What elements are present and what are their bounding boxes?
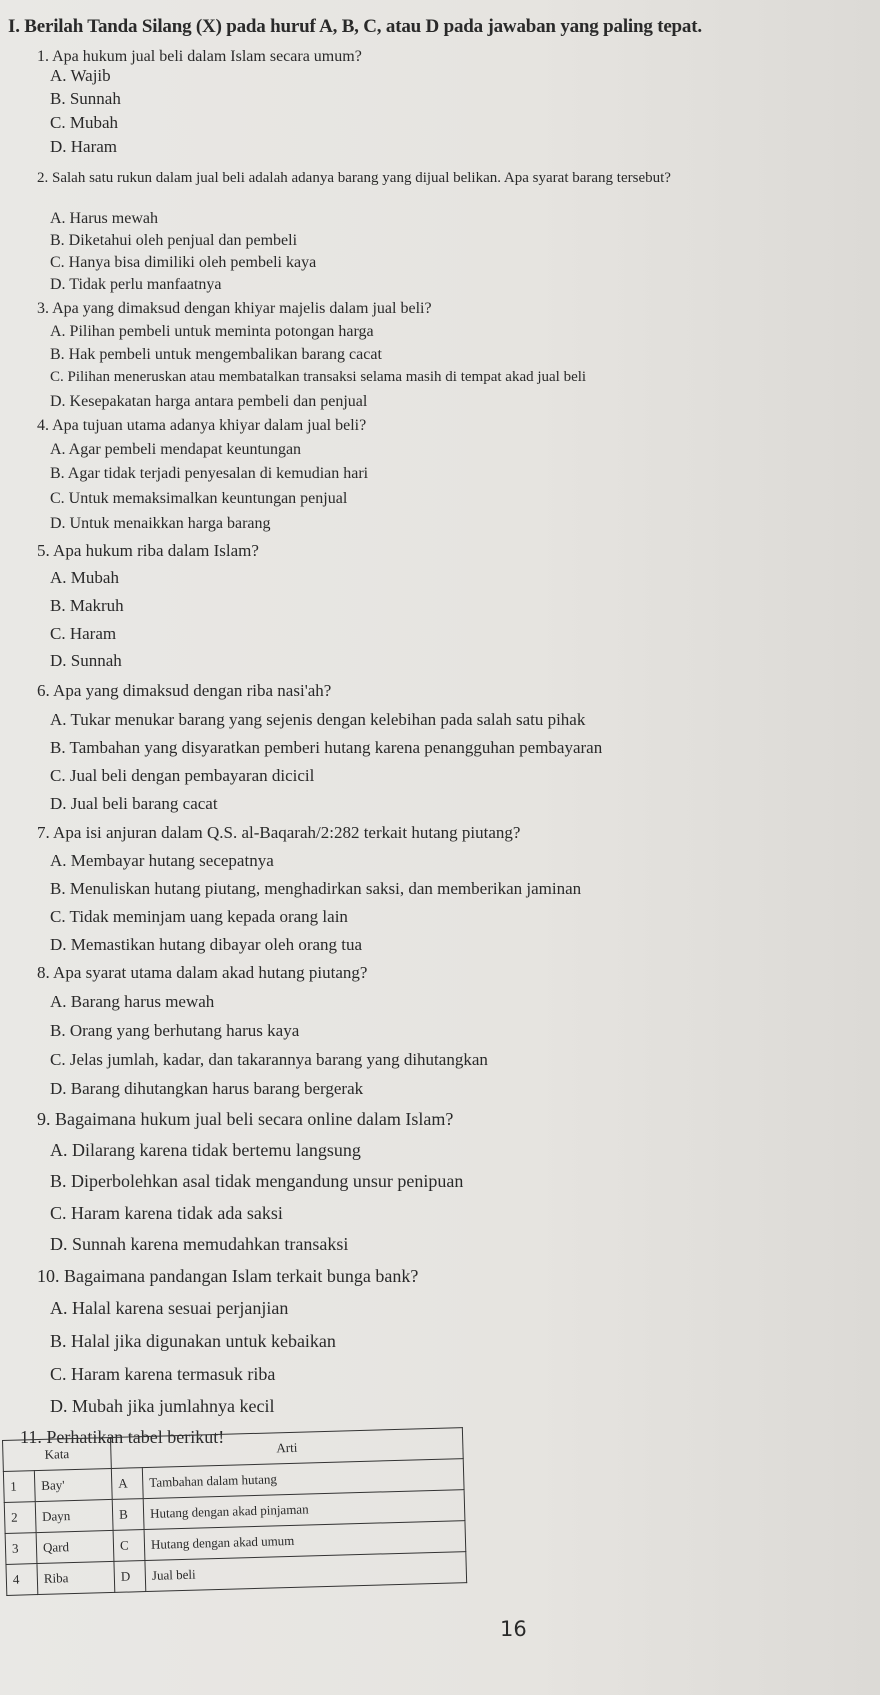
option: D. Tidak perlu manfaatnya <box>50 276 222 293</box>
option: A. Halal karena sesuai perjanjian <box>50 1298 289 1318</box>
option: A. Wajib <box>50 66 111 85</box>
row-kata: Dayn <box>35 1499 113 1532</box>
option: B. Orang yang berhutang harus kaya <box>50 1021 300 1040</box>
option: A. Barang harus mewah <box>50 992 215 1011</box>
page-number: 16 <box>500 1617 527 1641</box>
question-9: 9. Bagaimana hukum jual beli secara online dalam Islam? <box>37 1109 454 1129</box>
option: C. Haram karena termasuk riba <box>50 1364 276 1384</box>
option: C. Hanya bisa dimiliki oleh pembeli kaya <box>50 254 317 271</box>
option: C. Haram karena tidak ada saksi <box>50 1203 283 1223</box>
option: B. Makruh <box>50 596 124 615</box>
row-letter: D <box>114 1561 146 1593</box>
option: C. Pilihan meneruskan atau membatalkan transaksi selama masih di tempat akad jual beli <box>50 369 587 385</box>
option: B. Hak pembeli untuk mengembalikan barang cacat <box>50 346 382 363</box>
option: C. Haram <box>50 624 117 643</box>
row-number: 4 <box>6 1564 38 1596</box>
option: C. Jual beli dengan pembayaran dicicil <box>50 766 315 785</box>
option: D. Barang dihutangkan harus barang bergerak <box>50 1079 364 1098</box>
row-kata: Bay' <box>34 1468 112 1501</box>
option: B. Agar tidak terjadi penyesalan di kemudian hari <box>50 465 369 482</box>
section-title: I. Berilah Tanda Silang (X) pada huruf A, B, C, atau D pada jawaban yang paling tepat. <box>8 16 702 37</box>
question-6: 6. Apa yang dimaksud dengan riba nasi'ah? <box>37 681 332 700</box>
row-kata: Qard <box>36 1530 114 1563</box>
option: A. Membayar hutang secepatnya <box>50 851 274 870</box>
option: D. Memastikan hutang dibayar oleh orang tua <box>50 935 363 954</box>
option: B. Diperbolehkan asal tidak mengandung unsur penipuan <box>50 1171 464 1191</box>
option: B. Halal jika digunakan untuk kebaikan <box>50 1331 336 1351</box>
question-8: 8. Apa syarat utama dalam akad hutang piutang? <box>37 963 368 982</box>
row-number: 1 <box>3 1471 35 1503</box>
option: B. Menuliskan hutang piutang, menghadirkan saksi, dan memberikan jaminan <box>50 879 582 898</box>
option: C. Mubah <box>50 113 118 132</box>
option: A. Harus mewah <box>50 210 158 227</box>
row-arti: Hutang dengan akad umum <box>144 1521 466 1561</box>
option: A. Agar pembeli mendapat keuntungan <box>50 441 302 458</box>
option: D. Untuk menaikkan harga barang <box>50 515 271 532</box>
row-letter: A <box>111 1468 143 1500</box>
question-3: 3. Apa yang dimaksud dengan khiyar majelis dalam jual beli? <box>37 300 432 317</box>
question-2: 2. Salah satu rukun dalam jual beli adalah adanya barang yang dijual belikan. Apa syarat barang tersebut? <box>37 170 671 186</box>
option: D. Sunnah <box>50 651 122 670</box>
vocabulary-table <box>2 1427 467 1601</box>
option: C. Tidak meminjam uang kepada orang lain <box>50 907 348 926</box>
question-10: 10. Bagaimana pandangan Islam terkait bunga bank? <box>37 1266 419 1286</box>
option: D. Haram <box>50 137 118 156</box>
question-1: 1. Apa hukum jual beli dalam Islam secara umum? <box>37 48 362 65</box>
row-kata: Riba <box>37 1561 115 1594</box>
question-11: 11. Perhatikan tabel berikut! <box>20 1427 225 1447</box>
option: B. Diketahui oleh penjual dan pembeli <box>50 232 298 249</box>
table-header-arti: Arti <box>111 1428 464 1469</box>
option: A. Pilihan pembeli untuk meminta potongan harga <box>50 323 374 340</box>
question-4: 4. Apa tujuan utama adanya khiyar dalam jual beli? <box>37 417 367 434</box>
row-number: 3 <box>5 1533 37 1565</box>
row-letter: B <box>112 1499 144 1531</box>
option: A. Mubah <box>50 568 119 587</box>
question-5: 5. Apa hukum riba dalam Islam? <box>37 541 259 560</box>
option: D. Kesepakatan harga antara pembeli dan penjual <box>50 393 368 410</box>
option: A. Tukar menukar barang yang sejenis dengan kelebihan pada salah satu pihak <box>50 710 586 729</box>
option: C. Jelas jumlah, kadar, dan takarannya barang yang dihutangkan <box>50 1050 488 1069</box>
row-letter: C <box>113 1530 145 1562</box>
option: A. Dilarang karena tidak bertemu langsung <box>50 1140 361 1160</box>
option: B. Sunnah <box>50 89 121 108</box>
option: C. Untuk memaksimalkan keuntungan penjual <box>50 490 348 507</box>
option: D. Mubah jika jumlahnya kecil <box>50 1396 275 1416</box>
option: D. Jual beli barang cacat <box>50 794 218 813</box>
option: D. Sunnah karena memudahkan transaksi <box>50 1234 349 1254</box>
row-arti: Hutang dengan akad pinjaman <box>143 1490 465 1530</box>
row-arti: Tambahan dalam hutang <box>142 1459 464 1499</box>
option: B. Tambahan yang disyaratkan pemberi hutang karena penangguhan pembayaran <box>50 738 603 757</box>
row-arti: Jual beli <box>145 1552 467 1592</box>
row-number: 2 <box>4 1502 36 1534</box>
table-header-kata: Kata <box>3 1437 112 1471</box>
question-7: 7. Apa isi anjuran dalam Q.S. al-Baqarah/2:282 terkait hutang piutang? <box>37 823 521 842</box>
